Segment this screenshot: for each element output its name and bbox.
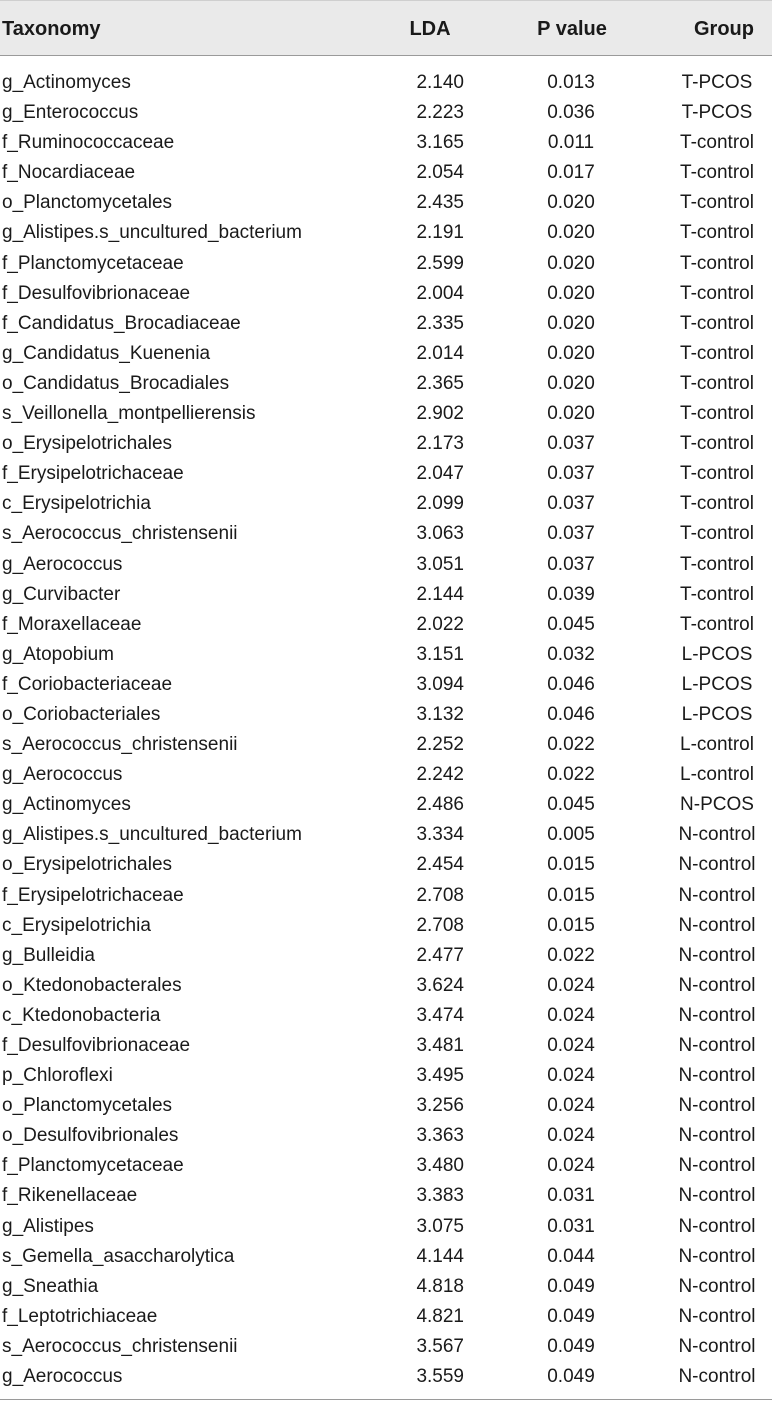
cell-p-value: 0.020 — [547, 282, 595, 304]
table-row — [0, 1091, 772, 1121]
cell-lda: 2.242 — [416, 764, 464, 786]
cell-p-value: 0.015 — [547, 884, 595, 906]
cell-lda: 2.004 — [416, 282, 464, 304]
cell-p-value: 0.031 — [547, 1185, 595, 1207]
cell-p-value: 0.032 — [547, 643, 595, 665]
table-row — [0, 971, 772, 1001]
cell-group: T-control — [680, 493, 754, 515]
table-row — [0, 1302, 772, 1332]
cell-lda: 2.708 — [416, 884, 464, 906]
table-row — [0, 790, 772, 820]
cell-lda: 3.132 — [416, 703, 464, 725]
cell-group: N-control — [678, 1004, 756, 1026]
table-row — [0, 700, 772, 730]
cell-lda: 3.383 — [416, 1185, 464, 1207]
cell-p-value: 0.020 — [547, 342, 595, 364]
cell-taxonomy: c_Ktedonobacteria — [2, 1004, 161, 1026]
cell-lda: 3.051 — [416, 553, 464, 575]
cell-lda: 3.559 — [416, 1366, 464, 1388]
table-row — [0, 1272, 772, 1302]
table-header — [0, 0, 772, 56]
cell-taxonomy: f_Erysipelotrichaceae — [2, 884, 184, 906]
table-row — [0, 1121, 772, 1151]
cell-lda: 2.365 — [416, 372, 464, 394]
cell-p-value: 0.037 — [547, 553, 595, 575]
cell-p-value: 0.037 — [547, 433, 595, 455]
cell-p-value: 0.036 — [547, 102, 595, 124]
cell-p-value: 0.017 — [547, 162, 595, 184]
cell-taxonomy: o_Planctomycetales — [2, 1095, 173, 1117]
cell-group: T-PCOS — [681, 102, 753, 124]
cell-p-value: 0.020 — [547, 372, 595, 394]
cell-p-value: 0.024 — [547, 1004, 595, 1026]
cell-taxonomy: p_Chloroflexi — [2, 1065, 113, 1087]
cell-p-value: 0.015 — [547, 854, 595, 876]
table-row — [0, 158, 772, 188]
cell-taxonomy: o_Ktedonobacterales — [2, 974, 182, 996]
table-row — [0, 489, 772, 519]
cell-p-value: 0.037 — [547, 463, 595, 485]
cell-group: N-control — [678, 914, 756, 936]
bottom-rule — [0, 1399, 772, 1400]
cell-taxonomy: s_Veillonella_montpellierensis — [2, 403, 256, 425]
table-row — [0, 459, 772, 489]
cell-taxonomy: g_Aerococcus — [2, 764, 123, 786]
cell-taxonomy: f_Ruminococcaceae — [2, 132, 175, 154]
cell-p-value: 0.039 — [547, 583, 595, 605]
table-row — [0, 850, 772, 880]
cell-group: T-control — [680, 252, 754, 274]
cell-lda: 2.599 — [416, 252, 464, 274]
cell-p-value: 0.049 — [547, 1275, 595, 1297]
cell-taxonomy: g_Alistipes — [2, 1215, 94, 1237]
cell-group: T-control — [680, 613, 754, 635]
table-row — [0, 309, 772, 339]
cell-lda: 2.252 — [416, 734, 464, 756]
cell-taxonomy: g_Aerococcus — [2, 1366, 123, 1388]
cell-group: L-control — [680, 734, 754, 756]
cell-group: N-control — [678, 944, 756, 966]
cell-lda: 4.144 — [416, 1245, 464, 1267]
cell-group: T-control — [680, 372, 754, 394]
cell-lda: 2.335 — [416, 312, 464, 334]
cell-group: T-control — [680, 553, 754, 575]
cell-p-value: 0.020 — [547, 192, 595, 214]
table-row — [0, 429, 772, 459]
cell-group: T-control — [680, 192, 754, 214]
table-row — [0, 369, 772, 399]
cell-p-value: 0.024 — [547, 974, 595, 996]
cell-group: N-control — [678, 1335, 756, 1357]
table-row — [0, 1332, 772, 1362]
cell-lda: 2.902 — [416, 403, 464, 425]
cell-lda: 2.144 — [416, 583, 464, 605]
cell-p-value: 0.044 — [547, 1245, 595, 1267]
table-row — [0, 1031, 772, 1061]
cell-taxonomy: f_Leptotrichiaceae — [2, 1305, 158, 1327]
cell-lda: 2.191 — [416, 222, 464, 244]
table-row — [0, 279, 772, 309]
cell-group: T-control — [680, 583, 754, 605]
cell-group: N-control — [678, 1185, 756, 1207]
cell-lda: 2.014 — [416, 342, 464, 364]
cell-p-value: 0.005 — [547, 824, 595, 846]
cell-p-value: 0.020 — [547, 222, 595, 244]
cell-p-value: 0.024 — [547, 1035, 595, 1056]
cell-taxonomy: o_Erysipelotrichales — [2, 433, 173, 455]
cell-taxonomy: f_Planctomycetaceae — [2, 1155, 184, 1177]
cell-p-value: 0.024 — [547, 1065, 595, 1087]
cell-taxonomy: o_Erysipelotrichales — [2, 854, 173, 876]
cell-group: L-PCOS — [681, 703, 753, 725]
cell-taxonomy: g_Actinomyces — [2, 72, 131, 93]
table-row — [0, 941, 772, 971]
table-row — [0, 550, 772, 580]
table-row — [0, 760, 772, 790]
cell-p-value: 0.045 — [547, 794, 595, 816]
cell-taxonomy: s_Aerococcus_christensenii — [2, 734, 238, 756]
table-row — [0, 339, 772, 369]
cell-p-value: 0.046 — [547, 703, 595, 725]
table-row — [0, 1212, 772, 1242]
cell-group: N-control — [678, 1155, 756, 1177]
cell-lda: 2.223 — [416, 102, 464, 124]
cell-group: N-control — [678, 1065, 756, 1087]
cell-taxonomy: f_Rikenellaceae — [2, 1185, 138, 1207]
cell-lda: 3.474 — [416, 1004, 464, 1026]
cell-taxonomy: f_Desulfovibrionaceae — [2, 1035, 191, 1056]
header-p-value: P value — [537, 18, 607, 40]
table-row — [0, 1001, 772, 1031]
cell-lda: 2.173 — [416, 433, 464, 455]
cell-lda: 3.567 — [416, 1335, 464, 1357]
table-row — [0, 580, 772, 610]
cell-group: T-control — [680, 162, 754, 184]
cell-p-value: 0.022 — [547, 734, 595, 756]
table-row — [0, 640, 772, 670]
table-row — [0, 519, 772, 549]
cell-taxonomy: g_Actinomyces — [2, 794, 131, 816]
cell-lda: 3.151 — [416, 643, 464, 665]
cell-taxonomy: g_Alistipes.s_uncultured_bacterium — [2, 222, 302, 244]
cell-lda: 2.099 — [416, 493, 464, 515]
cell-taxonomy: f_Desulfovibrionaceae — [2, 282, 191, 304]
cell-taxonomy: g_Curvibacter — [2, 583, 121, 605]
cell-lda: 3.165 — [416, 132, 464, 154]
cell-lda: 3.480 — [416, 1155, 464, 1177]
cell-lda: 3.624 — [416, 974, 464, 996]
table-row — [0, 911, 772, 941]
cell-group: N-control — [678, 1245, 756, 1267]
table-row — [0, 610, 772, 640]
cell-lda: 3.063 — [416, 523, 464, 545]
cell-taxonomy: c_Erysipelotrichia — [2, 914, 151, 936]
cell-taxonomy: s_Aerococcus_christensenii — [2, 523, 238, 545]
cell-taxonomy: g_Sneathia — [2, 1275, 99, 1297]
cell-group: T-control — [680, 433, 754, 455]
cell-p-value: 0.024 — [547, 1095, 595, 1117]
cell-group: N-control — [678, 1125, 756, 1147]
cell-p-value: 0.049 — [547, 1366, 595, 1388]
cell-p-value: 0.049 — [547, 1335, 595, 1357]
cell-group: N-control — [678, 1366, 756, 1388]
cell-group: N-control — [678, 974, 756, 996]
cell-lda: 4.818 — [416, 1275, 464, 1297]
cell-group: T-control — [680, 342, 754, 364]
cell-group: T-PCOS — [681, 72, 753, 93]
cell-group: T-control — [680, 312, 754, 334]
cell-group: N-control — [678, 1275, 756, 1297]
cell-group: T-control — [680, 523, 754, 545]
cell-lda: 2.140 — [416, 72, 464, 93]
table-row — [0, 128, 772, 158]
cell-group: T-control — [680, 282, 754, 304]
cell-taxonomy: o_Desulfovibrionales — [2, 1125, 179, 1147]
table-row — [0, 188, 772, 218]
cell-taxonomy: f_Candidatus_Brocadiaceae — [2, 312, 241, 334]
cell-lda: 2.047 — [416, 463, 464, 485]
table-row — [0, 1061, 772, 1091]
cell-taxonomy: g_Bulleidia — [2, 944, 95, 966]
cell-lda: 2.022 — [416, 613, 464, 635]
cell-p-value: 0.011 — [547, 132, 595, 154]
cell-p-value: 0.037 — [547, 523, 595, 545]
cell-p-value: 0.046 — [547, 673, 595, 695]
table-row — [0, 249, 772, 279]
cell-group: N-control — [678, 1215, 756, 1237]
cell-lda: 4.821 — [416, 1305, 464, 1327]
cell-p-value: 0.031 — [547, 1215, 595, 1237]
table-row — [0, 1362, 772, 1392]
cell-group: N-control — [678, 824, 756, 846]
cell-p-value: 0.045 — [547, 613, 595, 635]
cell-lda: 3.075 — [416, 1215, 464, 1237]
cell-p-value: 0.022 — [547, 944, 595, 966]
cell-taxonomy: g_Alistipes.s_uncultured_bacterium — [2, 824, 302, 846]
table-row — [0, 1151, 772, 1181]
cell-lda: 2.486 — [416, 794, 464, 816]
cell-lda: 2.454 — [416, 854, 464, 876]
cell-lda: 2.435 — [416, 192, 464, 214]
cell-p-value: 0.022 — [547, 764, 595, 786]
cell-group: L-PCOS — [681, 643, 753, 665]
cell-group: T-control — [680, 132, 754, 154]
cell-taxonomy: g_Candidatus_Kuenenia — [2, 342, 211, 364]
cell-lda: 3.334 — [416, 824, 464, 846]
cell-taxonomy: f_Moraxellaceae — [2, 613, 142, 635]
table-row — [0, 670, 772, 700]
table-row — [0, 399, 772, 429]
table-row — [0, 1181, 772, 1211]
cell-group: T-control — [680, 463, 754, 485]
cell-taxonomy: o_Candidatus_Brocadiales — [2, 372, 230, 394]
cell-taxonomy: f_Nocardiaceae — [2, 162, 136, 184]
table-row — [0, 98, 772, 128]
cell-group: L-PCOS — [681, 673, 753, 695]
cell-lda: 3.481 — [416, 1035, 464, 1056]
table-row — [0, 218, 772, 248]
cell-lda: 3.256 — [416, 1095, 464, 1117]
cell-lda: 2.477 — [416, 944, 464, 966]
cell-lda: 3.094 — [416, 673, 464, 695]
cell-lda: 3.495 — [416, 1065, 464, 1087]
cell-lda: 2.054 — [416, 162, 464, 184]
cell-p-value: 0.049 — [547, 1305, 595, 1327]
cell-group: L-control — [680, 764, 754, 786]
cell-taxonomy: g_Aerococcus — [2, 553, 123, 575]
cell-group: N-control — [678, 1305, 756, 1327]
cell-p-value: 0.024 — [547, 1125, 595, 1147]
cell-taxonomy: o_Coriobacteriales — [2, 703, 161, 725]
cell-taxonomy: s_Aerococcus_christensenii — [2, 1335, 238, 1357]
cell-group: N-control — [678, 884, 756, 906]
cell-p-value: 0.020 — [547, 403, 595, 425]
cell-taxonomy: c_Erysipelotrichia — [2, 493, 151, 515]
cell-group: N-control — [678, 1095, 756, 1117]
cell-p-value: 0.020 — [547, 252, 595, 274]
table-row — [0, 1242, 772, 1272]
cell-group: N-control — [678, 854, 756, 876]
cell-lda: 3.363 — [416, 1125, 464, 1147]
cell-taxonomy: o_Planctomycetales — [2, 192, 173, 214]
cell-lda: 2.708 — [416, 914, 464, 936]
table-row — [0, 68, 772, 98]
header-taxonomy: Taxonomy — [2, 18, 101, 40]
cell-p-value: 0.013 — [547, 72, 595, 93]
cell-taxonomy: f_Coriobacteriaceae — [2, 673, 173, 695]
cell-group: N-PCOS — [680, 794, 754, 816]
cell-p-value: 0.024 — [547, 1155, 595, 1177]
table-row — [0, 881, 772, 911]
header-lda: LDA — [409, 18, 451, 40]
cell-taxonomy: g_Enterococcus — [2, 102, 139, 124]
cell-p-value: 0.037 — [547, 493, 595, 515]
cell-taxonomy: s_Gemella_asaccharolytica — [2, 1245, 235, 1267]
cell-group: T-control — [680, 403, 754, 425]
cell-group: N-control — [678, 1035, 756, 1056]
cell-taxonomy: f_Planctomycetaceae — [2, 252, 184, 274]
table-body — [0, 56, 772, 1392]
cell-p-value: 0.020 — [547, 312, 595, 334]
table-row — [0, 730, 772, 760]
cell-taxonomy: g_Atopobium — [2, 643, 114, 665]
cell-group: T-control — [680, 222, 754, 244]
cell-p-value: 0.015 — [547, 914, 595, 936]
header-group: Group — [694, 18, 754, 40]
table-row — [0, 820, 772, 850]
cell-taxonomy: f_Erysipelotrichaceae — [2, 463, 184, 485]
